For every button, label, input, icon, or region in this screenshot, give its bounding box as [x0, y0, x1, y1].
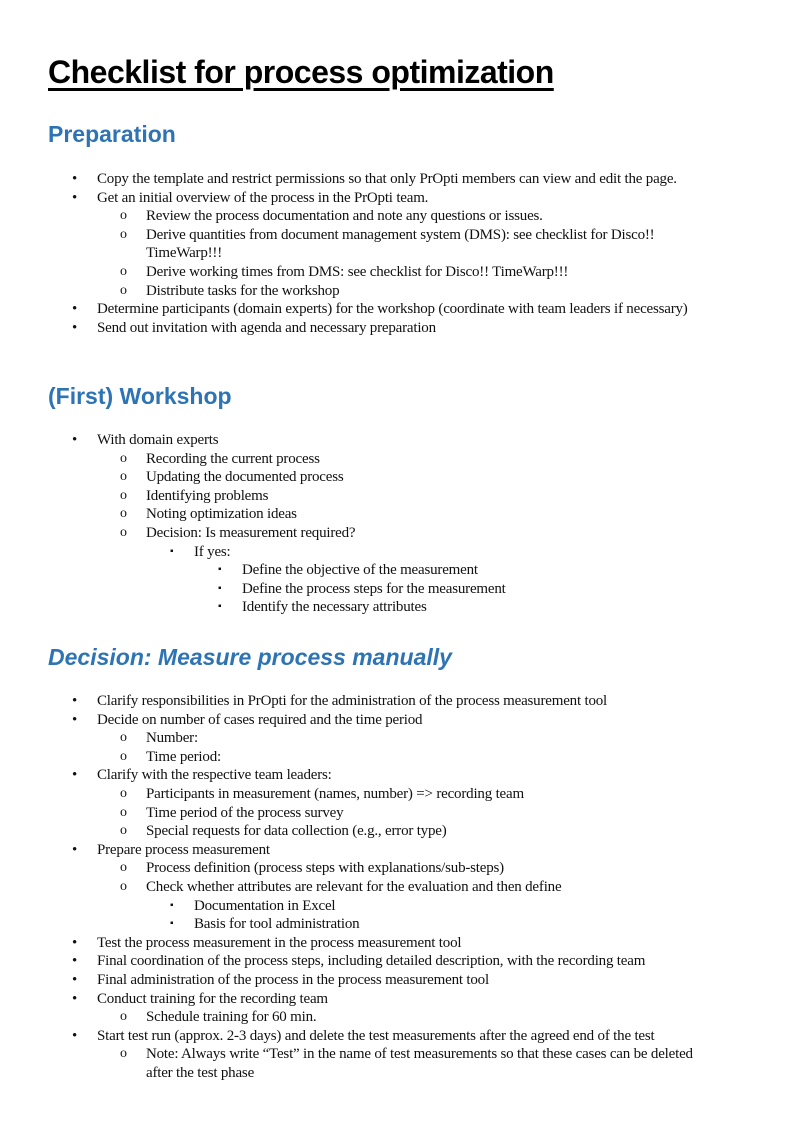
list-item: [0, 766, 760, 785]
list-item: [0, 300, 760, 319]
bullet-circle: o: [120, 804, 127, 820]
list-item-text: Number:: [146, 730, 198, 747]
list-item-text: Time period:: [146, 748, 221, 765]
bullet-disc: •: [72, 990, 78, 1007]
list-item: [0, 505, 760, 524]
list-item-text: Define the objective of the measurement: [242, 562, 478, 579]
bullet-disc: •: [72, 319, 78, 336]
list-item-text: Check whether attributes are relevant for the evaluation and then define: [146, 878, 562, 895]
list-item: [0, 729, 760, 748]
bullet-disc: •: [72, 693, 78, 709]
list-item: [0, 692, 760, 711]
list-item: [0, 878, 760, 897]
bullet-square: ▪: [218, 564, 222, 576]
bullet-disc: •: [72, 1027, 78, 1044]
bullet-circle: o: [120, 524, 127, 540]
bullet-circle: o: [120, 878, 127, 894]
list-item-text: Clarify responsibilities in PrOpti for the administration of the process measurement tool: [97, 693, 608, 709]
list-item: [0, 431, 760, 450]
list-item-text: Copy the template and restrict permissions so that only PrOpti members can view and edit the page.: [97, 171, 677, 187]
list-item: [0, 170, 760, 189]
list-item: [0, 952, 760, 971]
list-item: [0, 598, 760, 617]
bullet-circle: o: [120, 208, 127, 224]
list-item: [0, 804, 760, 823]
list-item: [0, 1027, 760, 1046]
bullet-disc: •: [72, 934, 78, 951]
bullet-disc: •: [72, 711, 78, 728]
list-item-text: Derive working times from DMS: see checklist for Disco!! TimeWarp!!!: [146, 263, 569, 280]
bullet-circle: o: [120, 785, 127, 801]
list-item: [0, 748, 760, 767]
bullet-circle: o: [120, 730, 127, 746]
bullet-square: ▪: [170, 918, 174, 930]
list-item-text: Note: Always write “Test” in the name of test measurements so that these cases can be deleted after the test phase: [146, 1046, 693, 1081]
bullet-circle: o: [120, 226, 127, 242]
page-title: Checklist for process optimization: [48, 54, 554, 90]
list-item-text: Basis for tool administration: [194, 916, 360, 933]
list-item: [0, 1008, 760, 1027]
list-item: [0, 897, 760, 916]
list-item-text: Recording the current process: [146, 450, 320, 467]
list-item-text: Documentation in Excel: [194, 897, 336, 914]
bullet-circle: o: [120, 487, 127, 503]
list-item-text: Decide on number of cases required and the time period: [97, 711, 423, 728]
list-item: [0, 915, 760, 934]
list-item: [0, 543, 760, 562]
list-item: [0, 822, 760, 841]
list-item-text: Clarify with the respective team leaders:: [97, 767, 332, 784]
list-item: [0, 934, 760, 953]
list-item-text: Identifying problems: [146, 487, 269, 504]
list-item-text: With domain experts: [97, 432, 219, 448]
list-item-text: Define the process steps for the measurement: [242, 580, 506, 597]
bullet-circle: o: [120, 860, 127, 876]
bullet-square: ▪: [170, 899, 174, 911]
bullet-disc: •: [72, 171, 78, 187]
bullet-disc: •: [72, 953, 78, 970]
list-item-text: Review the process documentation and note any questions or issues.: [146, 208, 543, 225]
list-item-text: Process definition (process steps with explanations/sub-steps): [146, 860, 504, 877]
list-item: [0, 561, 760, 580]
bullet-circle: o: [120, 263, 127, 279]
list-item-text: Participants in measurement (names, number) => recording team: [146, 785, 524, 802]
bullet-disc: •: [72, 767, 78, 784]
list-item: [0, 207, 760, 226]
list-item: [0, 971, 760, 990]
list-item: [0, 226, 760, 263]
section-heading-workshop: (First) Workshop: [48, 383, 232, 409]
list-item-text: Distribute tasks for the workshop: [146, 282, 340, 299]
list-item: [0, 263, 760, 282]
list-item-text: Get an initial overview of the process in the PrOpti team.: [97, 189, 429, 206]
list-item-text: Final administration of the process in the process measurement tool: [97, 971, 489, 988]
bullet-circle: o: [120, 823, 127, 839]
list-item-text: Decision: Is measurement required?: [146, 524, 356, 541]
list-item-text: Derive quantities from document management system (DMS): see checklist for Disco!! TimeWarp!!!: [146, 226, 655, 262]
list-item-text: Test the process measurement in the process measurement tool: [97, 934, 462, 951]
bullet-disc: •: [72, 841, 78, 858]
list-item: [0, 524, 760, 543]
bullet-circle: o: [120, 748, 127, 764]
list-item-text: Final coordination of the process steps, including detailed description, with the recording team: [97, 953, 646, 970]
list-item-text: Time period of the process survey: [146, 804, 344, 821]
section-heading-decision: Decision: Measure process manually: [48, 644, 452, 670]
bullet-circle: o: [120, 1009, 127, 1025]
list-item: [0, 468, 760, 487]
list-item-text: Updating the documented process: [146, 469, 344, 486]
list-item: [0, 487, 760, 506]
bullet-circle: o: [120, 282, 127, 298]
list-item-text: Determine participants (domain experts) for the workshop (coordinate with team leaders if necessary): [97, 301, 688, 318]
list-item: [0, 859, 760, 878]
bullet-square: ▪: [218, 582, 222, 594]
bullet-circle: o: [120, 469, 127, 485]
list-item-text: Send out invitation with agenda and necessary preparation: [97, 319, 436, 336]
list-item-text: Identify the necessary attributes: [242, 599, 427, 616]
list-item-text: Noting optimization ideas: [146, 506, 297, 523]
bullet-circle: o: [120, 450, 127, 466]
section-heading-preparation: Preparation: [48, 121, 176, 147]
bullet-circle: o: [120, 1046, 127, 1062]
list-item: [0, 450, 760, 469]
preparation-list: [0, 170, 760, 337]
bullet-disc: •: [72, 301, 78, 318]
list-item: [0, 1045, 760, 1082]
workshop-list: [0, 431, 760, 617]
decision-list: [0, 692, 760, 1082]
bullet-square: ▪: [170, 545, 174, 557]
list-item: [0, 711, 760, 730]
bullet-disc: •: [72, 971, 78, 988]
list-item-text: Start test run (approx. 2-3 days) and delete the test measurements after the agreed end of the test: [97, 1027, 655, 1044]
list-item-text: If yes:: [194, 543, 231, 560]
bullet-square: ▪: [218, 601, 222, 613]
bullet-disc: •: [72, 189, 78, 206]
list-item: [0, 841, 760, 860]
list-item: [0, 580, 760, 599]
bullet-circle: o: [120, 506, 127, 522]
list-item: [0, 785, 760, 804]
list-item: [0, 282, 760, 301]
list-item-text: Schedule training for 60 min.: [146, 1009, 317, 1026]
list-item: [0, 189, 760, 208]
list-item-text: Special requests for data collection (e.g., error type): [146, 823, 447, 840]
list-item: [0, 990, 760, 1009]
bullet-disc: •: [72, 432, 78, 448]
list-item-text: Prepare process measurement: [97, 841, 270, 858]
list-item: [0, 319, 760, 338]
list-item-text: Conduct training for the recording team: [97, 990, 328, 1007]
